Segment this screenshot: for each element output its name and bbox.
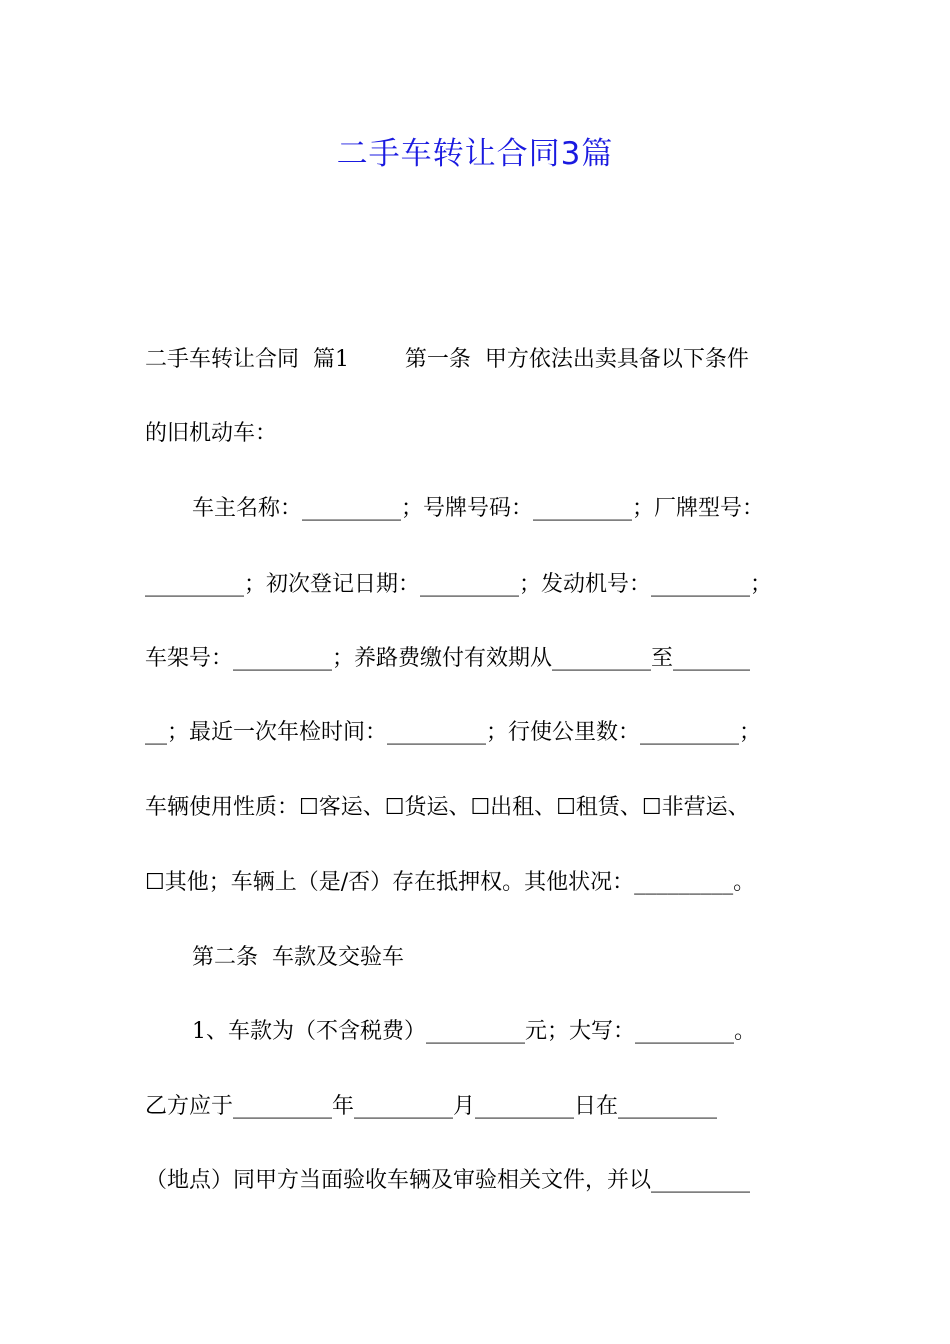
body-line-10: 1、车款为（不含税费）_________元；大写：_________。 [192, 1019, 756, 1044]
body-line-6: __；最近一次年检时间：_________；行使公里数：_________； [145, 720, 762, 745]
body-line-5: 车架号：_________；养路费缴付有效期从_________至_______ [145, 646, 751, 671]
body-line-3: 车主名称：_________；号牌号码：_________；厂牌型号： [192, 496, 765, 521]
document-title: 二手车转让合同3篇 [336, 136, 614, 172]
body-line-7: 车辆使用性质：☐客运、☐货运、☐出租、☐租赁、☐非营运、 [145, 795, 750, 820]
body-line-2: 的旧机动车： [145, 421, 278, 446]
body-line-8: ☐其他；车辆上（是/否）存在抵押权。其他状况：_________。 [145, 870, 756, 895]
body-line-11: 乙方应于_________年_________月_________日在_________ [145, 1094, 718, 1119]
body-line-12: （地点）同甲方当面验收车辆及审验相关文件，并以_________ [145, 1168, 751, 1193]
body-line-4: _________；初次登记日期：_________；发动机号：_________； [145, 572, 773, 597]
body-line-1: 二手车转让合同 篇1 第一条 甲方依法出卖具备以下条件 [145, 347, 749, 372]
section-heading: 第二条 车款及交验车 [192, 945, 404, 970]
